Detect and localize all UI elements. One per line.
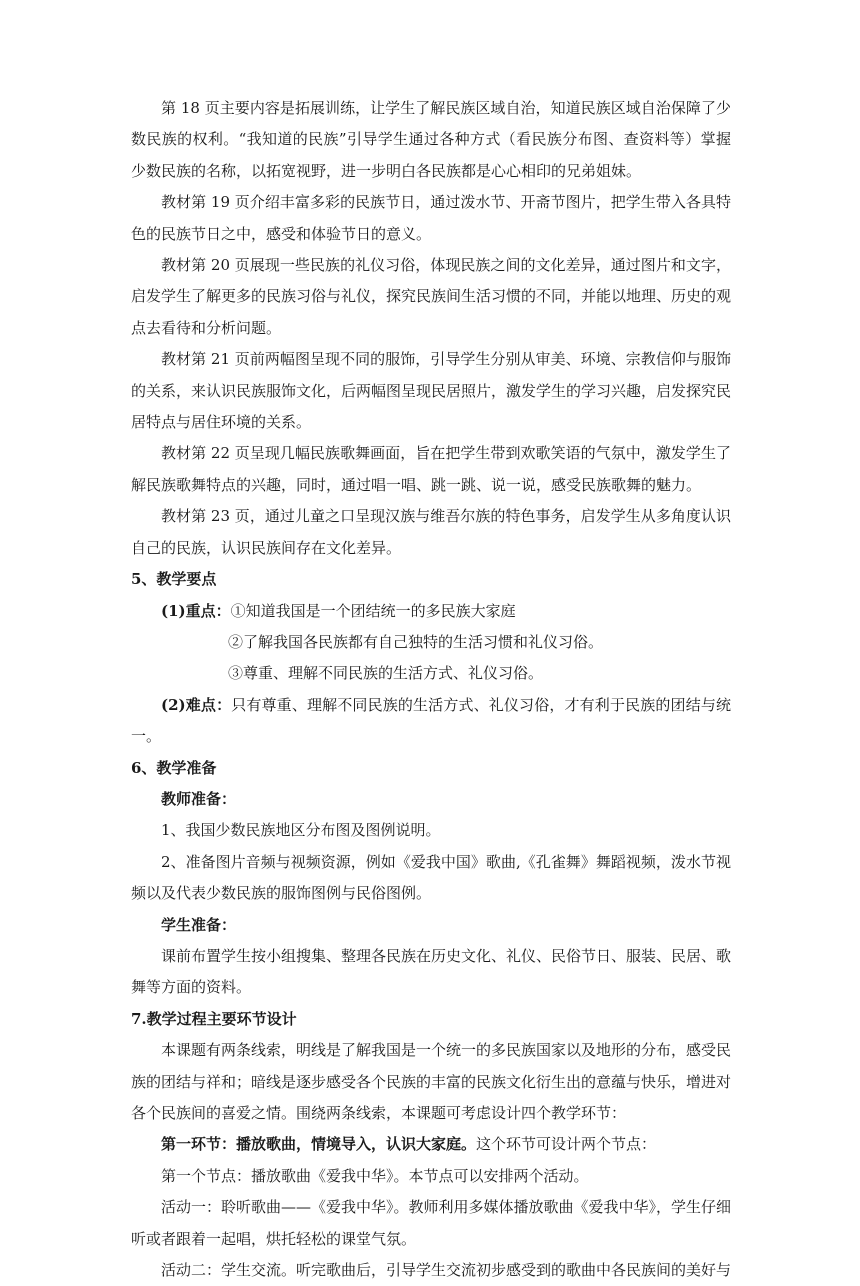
key-point-label: (1)重点：	[161, 601, 231, 620]
key-point-row	[131, 596, 731, 627]
paragraph-page18: 第 18 页主要内容是拓展训练，让学生了解民族区域自治，知道民族区域自治保障了少数民族的权利。“我知道的民族”引导学生通过各种方式（看民族分布图、查资料等）掌握少数民族的名称，以拓宽视野，进一步明白各民族都是心心相印的兄弟姐妹。	[131, 99, 731, 180]
key-point-3: ③尊重、理解不同民族的生活方式、礼仪习俗。	[228, 664, 544, 683]
student-prep-text: 课前布置学生按小组搜集、整理各民族在历史文化、礼仪、民俗节日、服装、民居、歌舞等方面的资料。	[131, 946, 732, 997]
document-body	[131, 93, 731, 1286]
paragraph-page22: 教材第 22 页呈现几幅民族歌舞画面，旨在把学生带到欢歌笑语的气氛中，激发学生了解民族歌舞特点的兴趣，同时，通过唱一唱、跳一跳、说一说，感受民族歌舞的魅力。	[131, 444, 731, 494]
activity-1: 活动一：聆听歌曲——《爱我中华》。教师利用多媒体播放歌曲《爱我中华》，学生仔细听或者跟着一起唱，烘托轻松的课堂气氛。	[131, 1198, 732, 1248]
difficulty-label: (2)难点：	[161, 695, 232, 714]
teacher-prep-item-2: 2、准备图片音频与视频资源，例如《爱我中国》歌曲,《孔雀舞》舞蹈视频，泼水节视频以及代表少数民族的服饰图例与民俗图例。	[131, 852, 731, 903]
node-1: 第一个节点：播放歌曲《爱我中华》。本节点可以安排两个活动。	[161, 1166, 589, 1185]
paragraph-page23: 教材第 23 页，通过儿童之口呈现汉族与维吾尔族的特色事务，启发学生从多角度认识自己的民族，认识民族间存在文化差异。	[131, 507, 731, 557]
difficulty-text: 只有尊重、理解不同民族的生活方式、礼仪习俗，才有利于民族的团结与统一。	[131, 695, 731, 746]
difficulty-row	[131, 690, 731, 753]
section-heading-process: 7.教学过程主要环节设计	[131, 1009, 297, 1028]
process-intro: 本课题有两条线索，明线是了解我国是一个统一的多民族国家以及地形的分布，感受民族的团结与祥和；暗线是逐步感受各个民族的丰富的民族文化衍生出的意蕴与快乐，增进对各个民族间的喜爱之情。围绕两条线索，本课题可考虑设计四个教学环节：	[131, 1041, 732, 1122]
key-point-1: ①知道我国是一个团结统一的多民族大家庭	[230, 601, 516, 620]
stage-1	[131, 1129, 731, 1160]
student-prep-label: 学生准备：	[161, 915, 237, 934]
teacher-prep-label: 教师准备：	[161, 789, 237, 808]
stage-1-text: 这个环节可设计两个节点：	[476, 1135, 657, 1154]
paragraph-page20: 教材第 20 页展现一些民族的礼仪习俗，体现民族之间的文化差异，通过图片和文字，启发学生了解更多的民族习俗与礼仪，探究民族间生活习惯的不同，并能以地理、历史的观点去看待和分析问题。	[131, 256, 732, 337]
stage-1-title: 第一环节：播放歌曲，情境导入，认识大家庭。	[161, 1135, 477, 1154]
activity-2: 活动二：学生交流。听完歌曲后，引导学生交流初步感受到的歌曲中各民族间的美好与	[161, 1261, 732, 1280]
section-heading-preparation: 6、教学准备	[131, 758, 217, 777]
teacher-prep-item-1: 1、我国少数民族地区分布图及图例说明。	[161, 821, 441, 840]
paragraph-page19: 教材第 19 页介绍丰富多彩的民族节日，通过泼水节、开斋节图片，把学生带入各具特色的民族节日之中，感受和体验节日的意义。	[131, 193, 731, 243]
section-heading-teaching-points: 5、教学要点	[131, 570, 217, 589]
paragraph-page21: 教材第 21 页前两幅图呈现不同的服饰，引导学生分别从审美、环境、宗教信仰与服饰的关系，来认识民族服饰文化，后两幅图呈现民居照片，激发学生的学习兴趣，启发探究民居特点与居住环境的关系。	[131, 350, 732, 432]
key-point-2: ②了解我国各民族都有自己独特的生活习惯和礼仪习俗。	[228, 632, 604, 651]
